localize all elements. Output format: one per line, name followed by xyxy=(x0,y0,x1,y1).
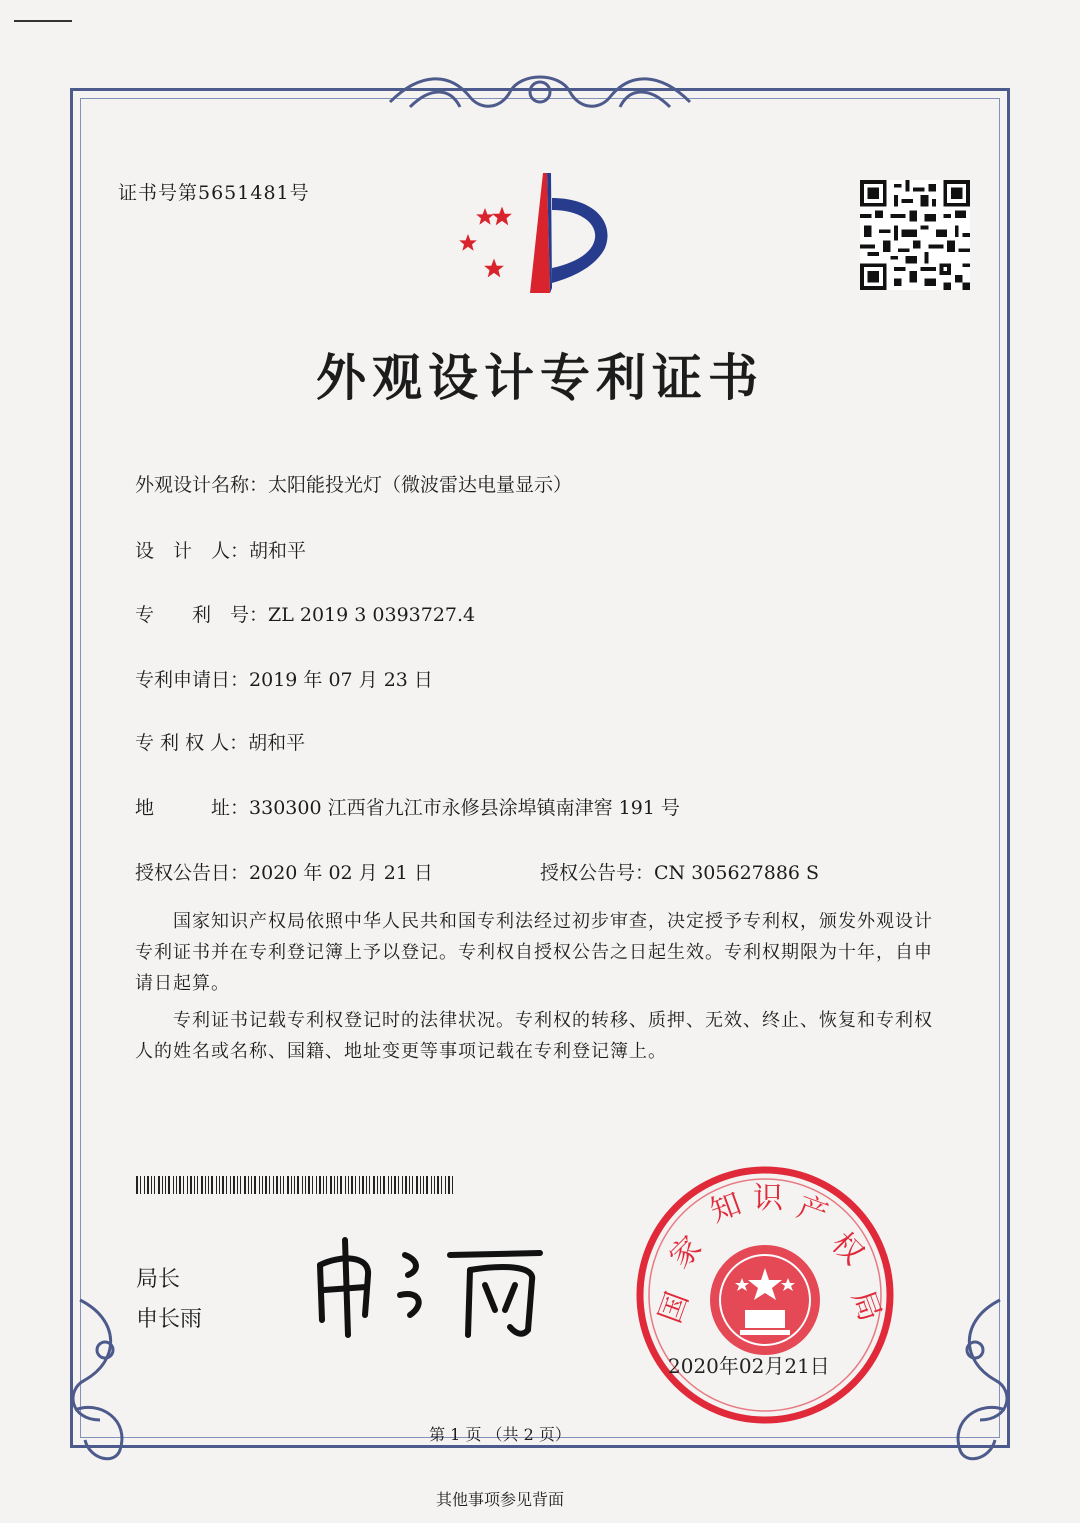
field-announcement-number xyxy=(540,858,819,885)
field-label: 外观设计名称： xyxy=(135,474,269,496)
certificate-title: 外观设计专利证书 xyxy=(316,348,764,407)
top-ornament-icon xyxy=(380,62,700,122)
scan-mark-line xyxy=(14,20,72,22)
paragraph-legal-status: 专利证书记载专利权登记时的法律状况。专利权的转移、质押、无效、终止、恢复和专利权人的姓名或名称、国籍、地址变更等事项记载在专利登记簿上。 xyxy=(135,1010,933,1062)
field-label: 地 址： xyxy=(135,797,250,819)
official-seal-icon xyxy=(630,1160,900,1430)
seal-date: 2020年02月21日 xyxy=(668,1354,830,1378)
field-label: 设 计 人： xyxy=(135,540,250,562)
field-label: 授权公告号： xyxy=(540,862,655,884)
certificate-number: 证书号第5651481号 xyxy=(118,182,310,204)
field-value: ZL 2019 3 0393727.4 xyxy=(268,604,476,626)
field-address xyxy=(135,793,680,820)
field-label: 专利申请日： xyxy=(135,669,250,691)
field-patent-number xyxy=(135,600,475,627)
field-application-date xyxy=(135,665,433,692)
footer-note: 其他事项参见背面 xyxy=(435,1490,564,1509)
seal-char: 国 xyxy=(652,1287,696,1328)
director-title: 局长 xyxy=(136,1267,181,1292)
field-value: 太阳能投光灯（微波雷达电量显示） xyxy=(268,474,573,496)
director-signature xyxy=(300,1225,560,1345)
barcode-icon xyxy=(136,1176,456,1194)
field-patentee xyxy=(135,728,305,755)
field-value: 胡和平 xyxy=(248,732,306,754)
field-value: CN 305627886 S xyxy=(654,862,820,884)
seal-char: 识 xyxy=(753,1181,783,1216)
seal-char: 权 xyxy=(824,1225,871,1272)
seal-char: 产 xyxy=(792,1189,833,1233)
field-label: 专 利 号： xyxy=(135,604,269,626)
field-label: 专 利 权 人： xyxy=(135,732,249,754)
field-value: 2020 年 02 月 21 日 xyxy=(249,862,433,884)
seal-char: 家 xyxy=(662,1229,709,1276)
paragraph-grant: 国家知识产权局依照中华人民共和国专利法经过初步审查，决定授予专利权，颁发外观设计专利证书并在专利登记簿上予以登记。专利权自授权公告之日起生效。专利权期限为十年，自申请日起算。 xyxy=(135,911,933,994)
field-value: 2019 年 07 月 23 日 xyxy=(249,669,433,691)
seal-char: 知 xyxy=(705,1186,746,1230)
field-label: 授权公告日： xyxy=(135,862,250,884)
field-grant-date xyxy=(135,858,433,885)
director-name: 申长雨 xyxy=(136,1307,203,1332)
field-design-name xyxy=(135,470,572,497)
seal-char: 局 xyxy=(844,1285,888,1326)
field-value: 胡和平 xyxy=(249,540,307,562)
page-indicator: 第 1 页 （共 2 页） xyxy=(429,1425,571,1444)
field-designer xyxy=(135,536,306,563)
field-value: 330300 江西省九江市永修县涂埠镇南津窖 191 号 xyxy=(249,797,680,819)
patent-office-logo-icon xyxy=(455,168,625,298)
qr-code-icon xyxy=(860,180,970,290)
